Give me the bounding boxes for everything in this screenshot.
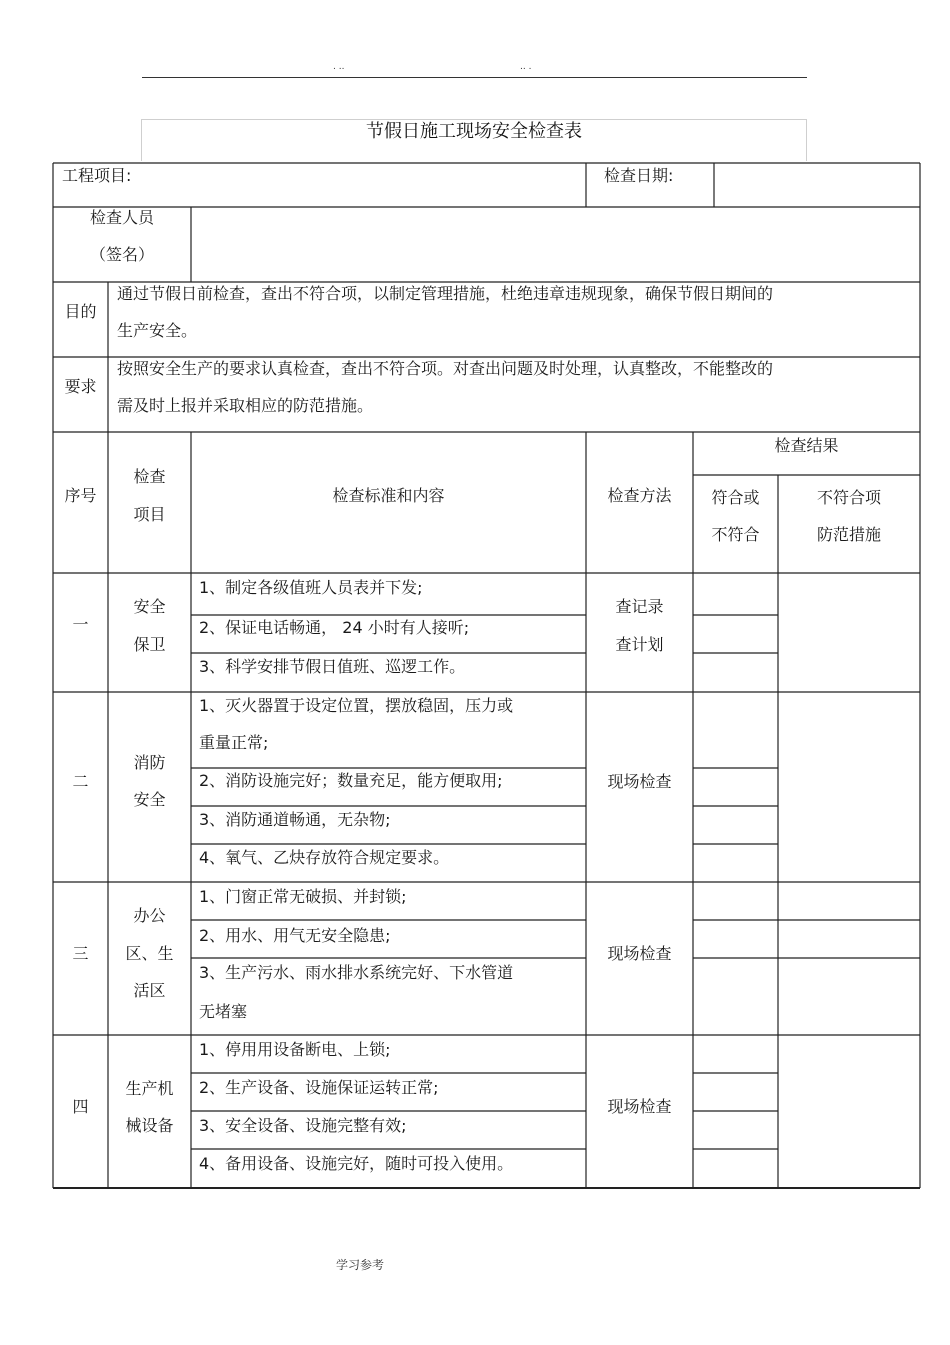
check-method: 查记录 xyxy=(615,597,664,616)
section-item-line: 消防 xyxy=(133,753,166,772)
check-item-line: 4、氧气、乙炔存放符合规定要求。 xyxy=(199,848,450,867)
section-item-line: 办公 xyxy=(133,906,166,925)
check-item-line: 无堵塞 xyxy=(199,1002,248,1021)
inspector-label: 检查人员 xyxy=(89,208,154,227)
header-marks-left: . .. xyxy=(333,62,345,72)
header-marks-right: .. . xyxy=(520,62,532,72)
header-conform-1: 符合或 xyxy=(711,488,760,507)
requirement-text-1: 按照安全生产的要求认真检查，查出不符合项。对查出问题及时处理，认真整改，不能整改的 xyxy=(117,359,774,378)
header-result: 检查结果 xyxy=(774,436,839,455)
document-title: 节假日施工现场安全检查表 xyxy=(366,121,582,142)
check-item-line: 1、灭火器置于设定位置，摆放稳固，压力或 xyxy=(199,696,514,715)
section-item-line: 安全 xyxy=(133,597,166,616)
header-item-1: 检查 xyxy=(133,467,166,486)
date-label: 检查日期: xyxy=(604,166,674,185)
purpose-text-1: 通过节假日前检查，查出不符合项，以制定管理措施，杜绝违章违规现象，确保节假日期间的 xyxy=(117,284,774,303)
check-item-line: 1、停用用设备断电、上锁; xyxy=(199,1040,391,1059)
check-item-line: 1、门窗正常无破损、并封锁; xyxy=(199,887,407,906)
check-item-line: 1、制定各级值班人员表并下发; xyxy=(199,578,423,597)
check-item-line: 2、生产设备、设施保证运转正常; xyxy=(199,1078,439,1097)
purpose-text-2: 生产安全。 xyxy=(117,321,198,340)
header-measure-2: 防范措施 xyxy=(816,525,881,544)
project-label: 工程项目: xyxy=(62,166,132,185)
header-item-2: 项目 xyxy=(133,505,166,524)
check-method: 查计划 xyxy=(615,635,664,654)
check-item-line: 4、备用设备、设施完好，随时可投入使用。 xyxy=(199,1154,514,1173)
requirement-text-2: 需及时上报并采取相应的防范措施。 xyxy=(117,396,374,415)
section-item-line: 活区 xyxy=(133,981,166,1000)
section-item-line: 械设备 xyxy=(125,1116,174,1135)
section-item-line: 区、生 xyxy=(125,944,174,963)
section-seq: 二 xyxy=(72,772,89,791)
check-item-line: 2、消防设施完好；数量充足，能方便取用; xyxy=(199,771,503,790)
check-method: 现场检查 xyxy=(607,1097,672,1116)
check-method: 现场检查 xyxy=(607,772,672,791)
check-item-line: 2、保证电话畅通， 24 小时有人接听; xyxy=(199,618,470,637)
check-item-line: 3、安全设备、设施完整有效; xyxy=(199,1116,407,1135)
header-seq: 序号 xyxy=(64,486,97,505)
header-measure-1: 不符合项 xyxy=(816,488,881,507)
section-item-line: 生产机 xyxy=(125,1079,174,1098)
section-seq: 一 xyxy=(72,615,89,634)
check-method: 现场检查 xyxy=(607,944,672,963)
header-standard: 检查标准和内容 xyxy=(332,486,445,505)
check-item-line: 3、科学安排节假日值班、巡逻工作。 xyxy=(199,657,466,676)
inspector-sign-label: （签名） xyxy=(89,245,154,264)
check-item-line: 3、生产污水、雨水排水系统完好、下水管道 xyxy=(199,963,514,982)
check-item-line: 3、消防通道畅通，无杂物; xyxy=(199,810,391,829)
header-method: 检查方法 xyxy=(607,486,672,505)
check-item-line: 重量正常; xyxy=(199,733,269,752)
page-footer: 学习参考 xyxy=(336,1258,385,1272)
section-seq: 四 xyxy=(72,1097,89,1116)
check-item-line: 2、用水、用气无安全隐患; xyxy=(199,926,391,945)
header-conform-2: 不符合 xyxy=(711,525,760,544)
section-seq: 三 xyxy=(72,944,89,963)
purpose-label: 目的 xyxy=(64,302,97,321)
section-item-line: 安全 xyxy=(133,790,166,809)
section-item-line: 保卫 xyxy=(133,635,166,654)
requirement-label: 要求 xyxy=(64,377,97,396)
